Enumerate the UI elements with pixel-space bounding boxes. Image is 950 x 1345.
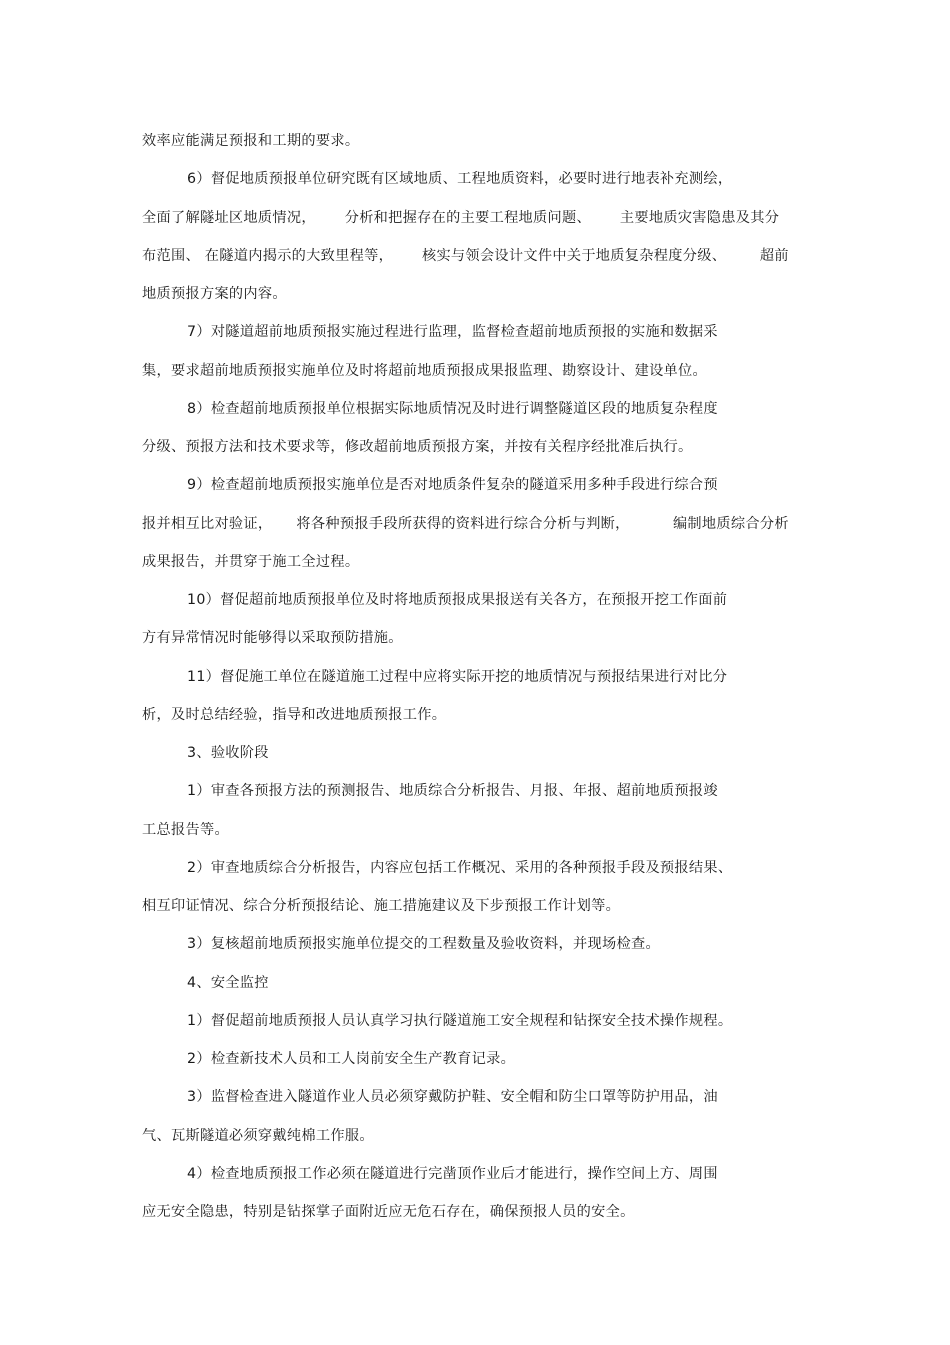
paragraph-line: 8）检查超前地质预报单位根据实际地质情况及时进行调整隧道区段的地质复杂程度 [187, 401, 718, 417]
paragraph-line: 析，及时总结经验，指导和改进地质预报工作。 [142, 707, 447, 723]
paragraph-line: 9）检查超前地质预报实施单位是否对地质条件复杂的隧道采用多种手段进行综合预 [187, 477, 718, 493]
paragraph-line: 效率应能满足预报和工期的要求。 [142, 133, 360, 149]
paragraph-line: 10）督促超前地质预报单位及时将地质预报成果报送有关各方，在预报开挖工作面前 [187, 592, 728, 608]
paragraph-line: 2）审查地质综合分析报告，内容应包括工作概况、采用的各种预报手段及预报结果、 [187, 860, 733, 876]
paragraph-line: 应无安全隐患，特别是钻探掌子面附近应无危石存在，确保预报人员的安全。 [142, 1204, 635, 1220]
paragraph-line: 分级、预报方法和技术要求等，修改超前地质预报方案，并按有关程序经批准后执行。 [142, 439, 693, 455]
paragraph-line: 气、瓦斯隧道必须穿戴纯棉工作服。 [142, 1128, 374, 1144]
paragraph-line: 相互印证情况、综合分析预报结论、施工措施建议及下步预报工作计划等。 [142, 898, 621, 914]
paragraph-line: 布范围、 在隧道内揭示的大致里程等， 核实与领会设计文件中关于地质复杂程度分级、 超前 [142, 248, 789, 264]
section-heading: 3、验收阶段 [187, 745, 269, 761]
paragraph-line: 3）监督检查进入隧道作业人员必须穿戴防护鞋、安全帽和防尘口罩等防护用品，油 [187, 1089, 718, 1105]
paragraph-line: 2）检查新技术人员和工人岗前安全生产教育记录。 [187, 1051, 516, 1067]
paragraph-line: 1）督促超前地质预报人员认真学习执行隧道施工安全规程和钻探安全技术操作规程。 [187, 1013, 733, 1029]
paragraph-line: 4）检查地质预报工作必须在隧道进行完凿顶作业后才能进行，操作空间上方、周围 [187, 1166, 718, 1182]
paragraph-line: 集，要求超前地质预报实施单位及时将超前地质预报成果报监理、勘察设计、建设单位。 [142, 363, 708, 379]
paragraph-line: 地质预报方案的内容。 [142, 286, 287, 302]
paragraph-line: 11）督促施工单位在隧道施工过程中应将实际开挖的地质情况与预报结果进行对比分 [187, 669, 728, 685]
paragraph-line: 工总报告等。 [142, 822, 229, 838]
paragraph-line: 3）复核超前地质预报实施单位提交的工程数量及验收资料，并现场检查。 [187, 936, 660, 952]
paragraph-line: 报并相互比对验证， 将各种预报手段所获得的资料进行综合分析与判断， 编制地质综合分析 [142, 516, 789, 532]
paragraph-line: 方有异常情况时能够得以采取预防措施。 [142, 630, 403, 646]
paragraph-line: 7）对隧道超前地质预报实施过程进行监理，监督检查超前地质预报的实施和数据采 [187, 324, 718, 340]
paragraph-line: 1）审查各预报方法的预测报告、地质综合分析报告、月报、年报、超前地质预报竣 [187, 783, 718, 799]
paragraph-line: 成果报告，并贯穿于施工全过程。 [142, 554, 360, 570]
section-heading: 4、安全监控 [187, 975, 269, 991]
paragraph-line: 全面了解隧址区地质情况， 分析和把握存在的主要工程地质问题、 主要地质灾害隐患及其分 [142, 210, 780, 226]
paragraph-line: 6）督促地质预报单位研究既有区域地质、工程地质资料，必要时进行地表补充测绘， [187, 171, 733, 187]
